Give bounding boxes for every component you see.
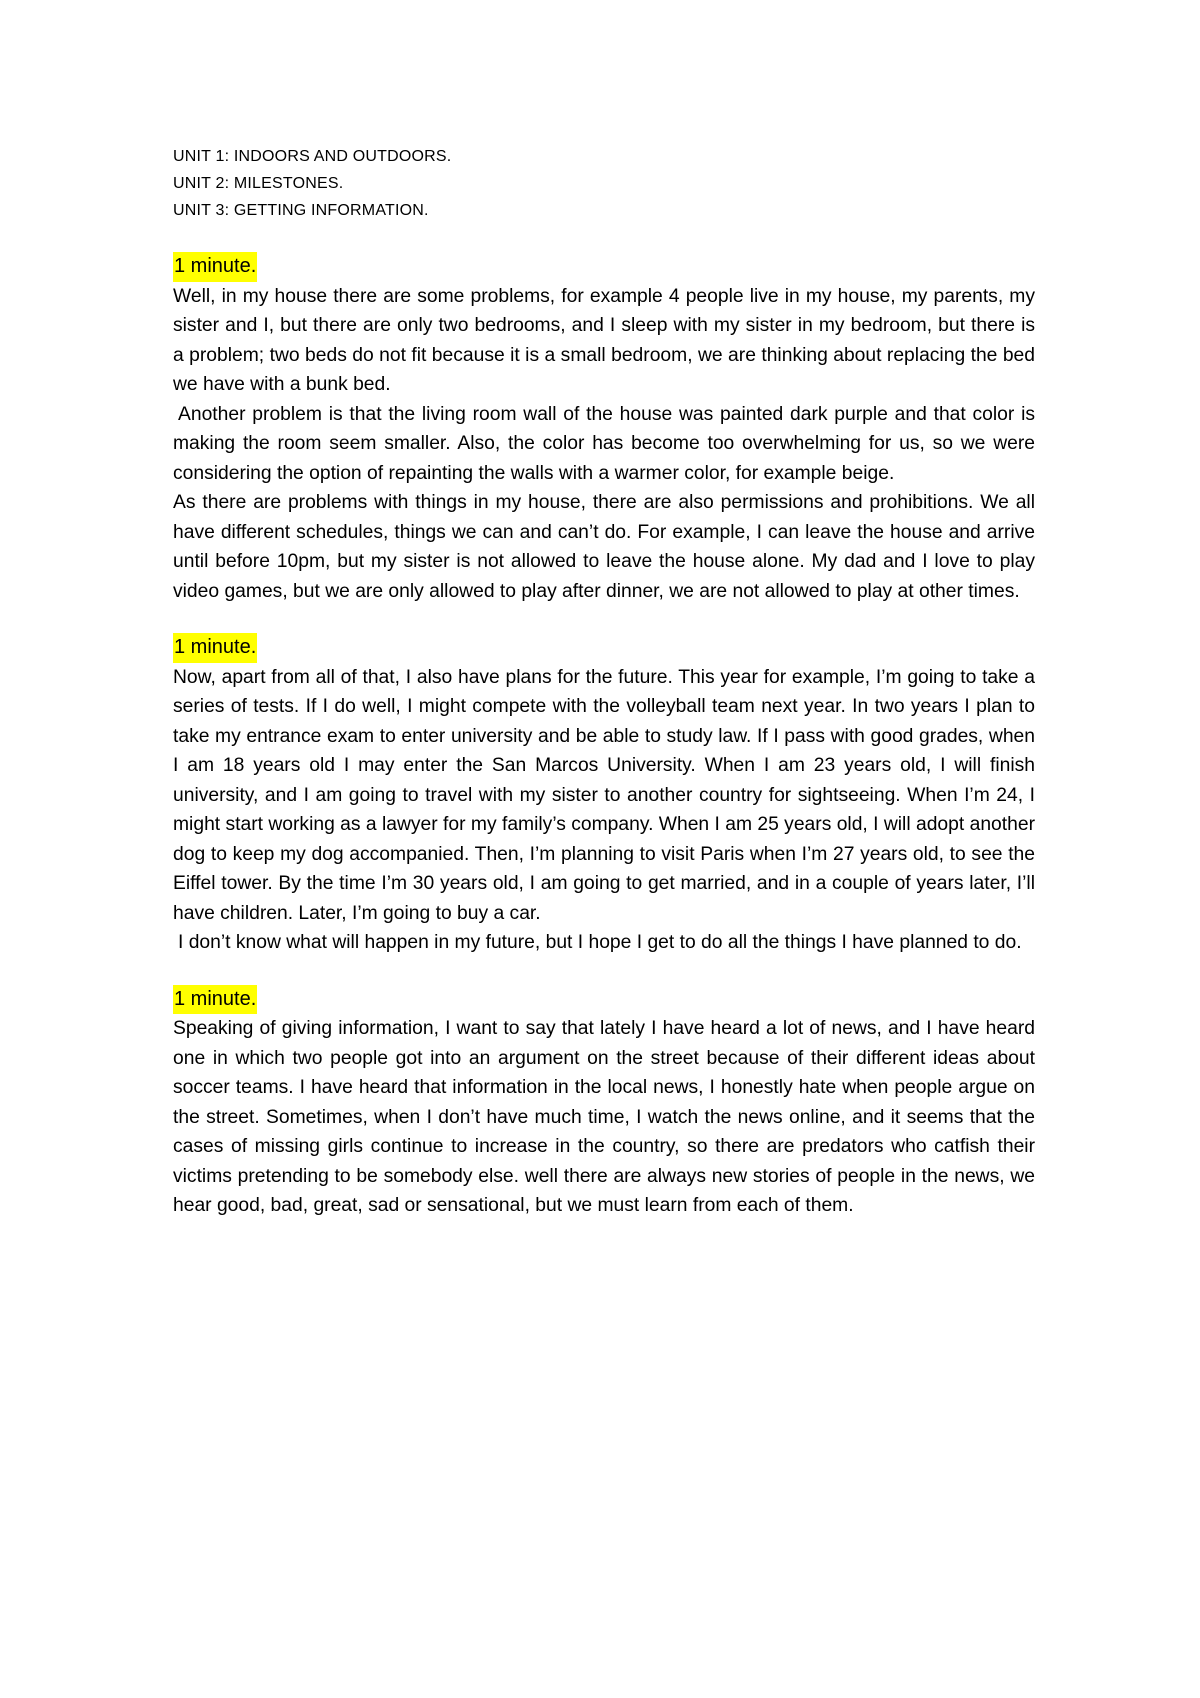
unit-list [173,143,1035,224]
unit-3-title: UNIT 3: GETTING INFORMATION. [173,202,429,219]
unit-2-title: UNIT 2: MILESTONES. [173,175,344,192]
document-body [173,143,1035,1221]
section-2-paragraph-2: I don’t know what will happen in my future, but I hope I get to do all the things I have planned to do. [178,932,1022,953]
section-2-paragraph-1: Now, apart from all of that, I also have plans for the future. This year for example, I’m going to take a series of tests. If I do well, I might compete with the volleyball team next year. In two years I plan to take my entrance exam to enter university and be able to study law. If I pass with good grades, when I am 18 years old I may enter the San Marcos University. When I am 23 years old, I will finish university, and I am going to travel with my sister to another country for sightseeing. When I’m 24, I might start working as a lawyer for my family’s company. When I am 25 years old, I will adopt another dog to keep my dog accompanied. Then, I’m planning to visit Paris when I’m 27 years old, to see the Eiffel tower. By the time I’m 30 years old, I am going to get married, and in a couple of years later, I’ll have children. Later, I’m going to buy a car. [173,666,1035,924]
unit-1-title: UNIT 1: INDOORS AND OUTDOORS. [173,148,452,165]
section-3-paragraph-1: Speaking of giving information, I want to say that lately I have heard a lot of news, and I have heard one in which two people got into an argument on the street because of their different ideas about soccer teams. I have heard that information in the local news, I honestly hate when people argue on the street. Sometimes, when I don’t have much time, I watch the news online, and it seems that the cases of missing girls continue to increase in the country, so there are predators who catfish their victims pretending to be somebody else. well there are always new stories of people in the news, we hear good, bad, great, sad or sensational, but we must learn from each of them. [173,1018,1035,1216]
section-1-paragraph-2: Another problem is that the living room wall of the house was painted dark purple and that color is making the room seem smaller. Also, the color has become too overwhelming for us, so we were considering the option of repainting the walls with a warmer color, for example beige. [173,403,1035,484]
section-1-heading: 1 minute. [173,252,257,282]
section-milestones [173,633,1035,958]
section-indoors-outdoors [173,252,1035,606]
section-1-paragraph-1: Well, in my house there are some problems, for example 4 people live in my house, my parents, my sister and I, but there are only two bedrooms, and I sleep with my sister in my bedroom, but there is a problem; two beds do not fit because it is a small bedroom, we are thinking about replacing the bed we have with a bunk bed. [173,285,1035,395]
section-getting-information [173,985,1035,1221]
section-1-paragraph-3: As there are problems with things in my house, there are also permissions and prohibitions. We all have different schedules, things we can and can’t do. For example, I can leave the house and arrive until before 10pm, but my sister is not allowed to leave the house alone. My dad and I love to play video games, but we are only allowed to play after dinner, we are not allowed to play at other times. [173,492,1035,602]
section-3-heading: 1 minute. [173,985,257,1015]
section-2-heading: 1 minute. [173,633,257,663]
